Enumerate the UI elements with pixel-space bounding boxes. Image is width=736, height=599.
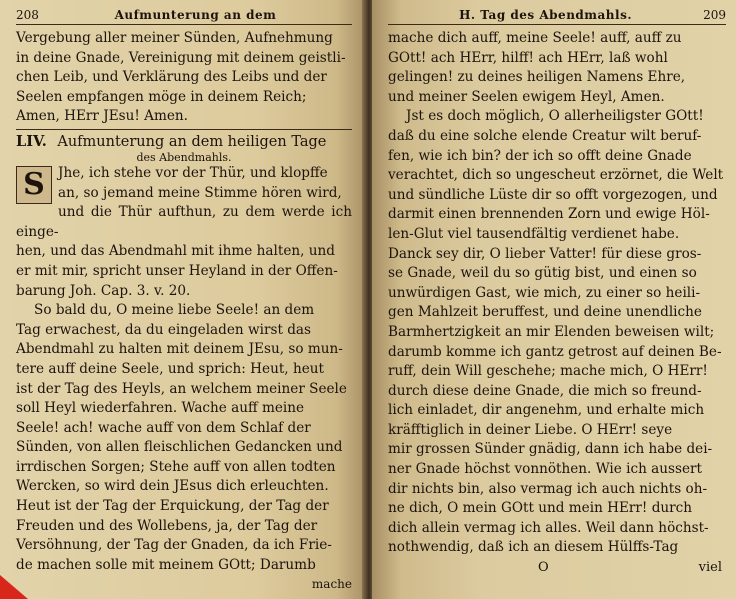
text-line: Freuden und des Wollebens, ja, der Tag der [16,517,318,534]
text-line: Versöhnung, der Tag der Gnaden, da ich Frie- [16,537,332,554]
text-line: und die Thür aufthun, zu dem werde ich einge- [16,204,352,240]
text-line: er mit mir, spricht unser Heyland in der Offen- [16,262,338,279]
text-line: Seelen empfangen möge in deinem Reich; [16,88,307,105]
drop-capital: S [16,166,52,204]
section-subtitle: des Abendmahls. [136,150,232,164]
text-line: Wercken, so wird dein JEsus dich erleuchten. [16,478,329,495]
text-line: ne dich, O mein GOtt und mein HErr! durch [388,500,693,517]
text-line: Heut ist der Tag der Erquickung, der Tag der [16,498,329,515]
text-line: hen, und das Abendmahl mit ihme halten, und [16,243,335,260]
text-line: GOtt! ach HErr, hilff! ach HErr, laß wohl [388,49,668,66]
running-title-right: H. Tag des Abendmahls. [459,8,632,22]
text-line: Sünden, von allen fleischlichen Gedancken und [16,439,343,456]
text-line: len-Glut viel tausendfältig verdienet habe. [388,225,680,242]
right-body [388,29,726,575]
page-footer-right [388,560,726,575]
page-number-left: 208 [16,8,39,22]
text-line: Amen, HErr JEsu! Amen. [16,108,188,125]
text-line: Seele! ach! wache auff von dem Schlaf der [16,419,311,436]
text-line: soll Heyl wiederfahren. Wache auff meine [16,400,305,417]
text-line: gen Mahlzeit beruffest, und deine unendliche [388,304,702,321]
text-line: und meiner Seelen ewigem Heyl, Amen. [388,88,665,105]
signature-mark: O [538,560,549,576]
left-body [16,29,352,591]
text-line: chen Leib, und Verklärung des Leibs und der [16,69,327,86]
text-line: fen, wie ich bin? der ich so offt deine Gnade [388,147,692,164]
section-title: Aufmunterung an dem heiligen Tage [57,133,327,150]
text-line: unwürdigen Gast, wie mich, zu einer so heili- [388,284,701,301]
text-line: ner Gnade höchst vonnöthen. Wie ich aussert [388,461,702,478]
text-line: nothwendig, daß ich an diesem Hülffs-Tag [388,539,679,556]
text-line: Jhe, ich stehe vor der Thür, und klopffe [58,164,328,181]
page-number-right: 209 [703,8,726,22]
text-line: ruff, dein Will geschehe; mache mich, O HErr! [388,363,708,380]
text-line: lich einladet, dir angenehm, und erhalte mich [388,402,705,419]
catchword-left: mache [311,577,352,592]
text-line: So bald du, O meine liebe Seele! an dem [34,302,315,319]
text-line: tere auff deine Seele, und sprich: Heut, heut [16,360,324,377]
text-line: de machen solle mit meinem GOtt; Darumb [16,556,316,573]
text-line: gelingen! zu deines heiligen Namens Ehre, [388,69,686,86]
text-line: an, so jemand meine Stimme hören wird, [58,184,342,201]
text-line: se Gnade, weil du so gütig bist, und einen so [388,265,697,282]
text-line: dich allein vermag ich alles. Weil dann höchst- [388,519,709,536]
text-line: Jst es doch möglich, O allerheiligster GOtt! [406,108,704,125]
section-heading [16,129,352,164]
text-line: mir grossen Sünder gnädig, dann ich habe dei- [388,441,713,458]
text-line: darumb komme ich gantz getrost auf deinen Be- [388,343,722,360]
section-text [16,164,352,301]
text-line: verachtet, dich so ungescheut erzörnet, die Welt [388,167,724,184]
text-line: daß du eine solche elende Creatur wilt beruf- [388,127,702,144]
running-head-right [388,8,726,25]
text-line: kräfftiglich in deiner Liebe. O HErr! seye [388,421,673,438]
text-line: und sündliche Lüste dir so offt vorgezogen, und [388,186,718,203]
section-number: LIV. [16,132,47,150]
right-page [372,0,736,599]
running-head-left [16,8,352,25]
text-line: irrdischen Sorgen; Stehe auff von allen todten [16,458,336,475]
left-page [0,0,366,599]
text-line: ist der Tag des Heyls, an welchem meiner Seele [16,380,347,397]
text-line: Tag erwachest, da du eingeladen wirst das [16,321,312,338]
text-line: dir nichts bin, also vermag ich auch nichts oh- [388,480,708,497]
catchword-right: viel [698,560,722,576]
running-title-left: Aufmunterung an dem [114,8,277,22]
text-line: Abendmahl zu halten mit deinem JEsu, so mun- [16,341,343,358]
text-line: Danck sey dir, O lieber Vatter! für diese gros- [388,245,702,262]
text-line: barung Joh. Cap. 3. v. 20. [16,282,191,299]
text-line: darmit einen brennenden Zorn und ewige Höl- [388,206,710,223]
text-line: in deine Gnade, Vereinigung mit deinem geistli- [16,49,346,66]
text-line: Barmhertzigkeit an mir Elenden beweisen wilt; [388,323,715,340]
text-line: mache dich auff, meine Seele! auff, auff zu [388,30,682,46]
text-line: durch diese deine Gnade, die mich so freund- [388,382,702,399]
text-line: Vergebung aller meiner Sünden, Aufnehmung [16,30,333,46]
